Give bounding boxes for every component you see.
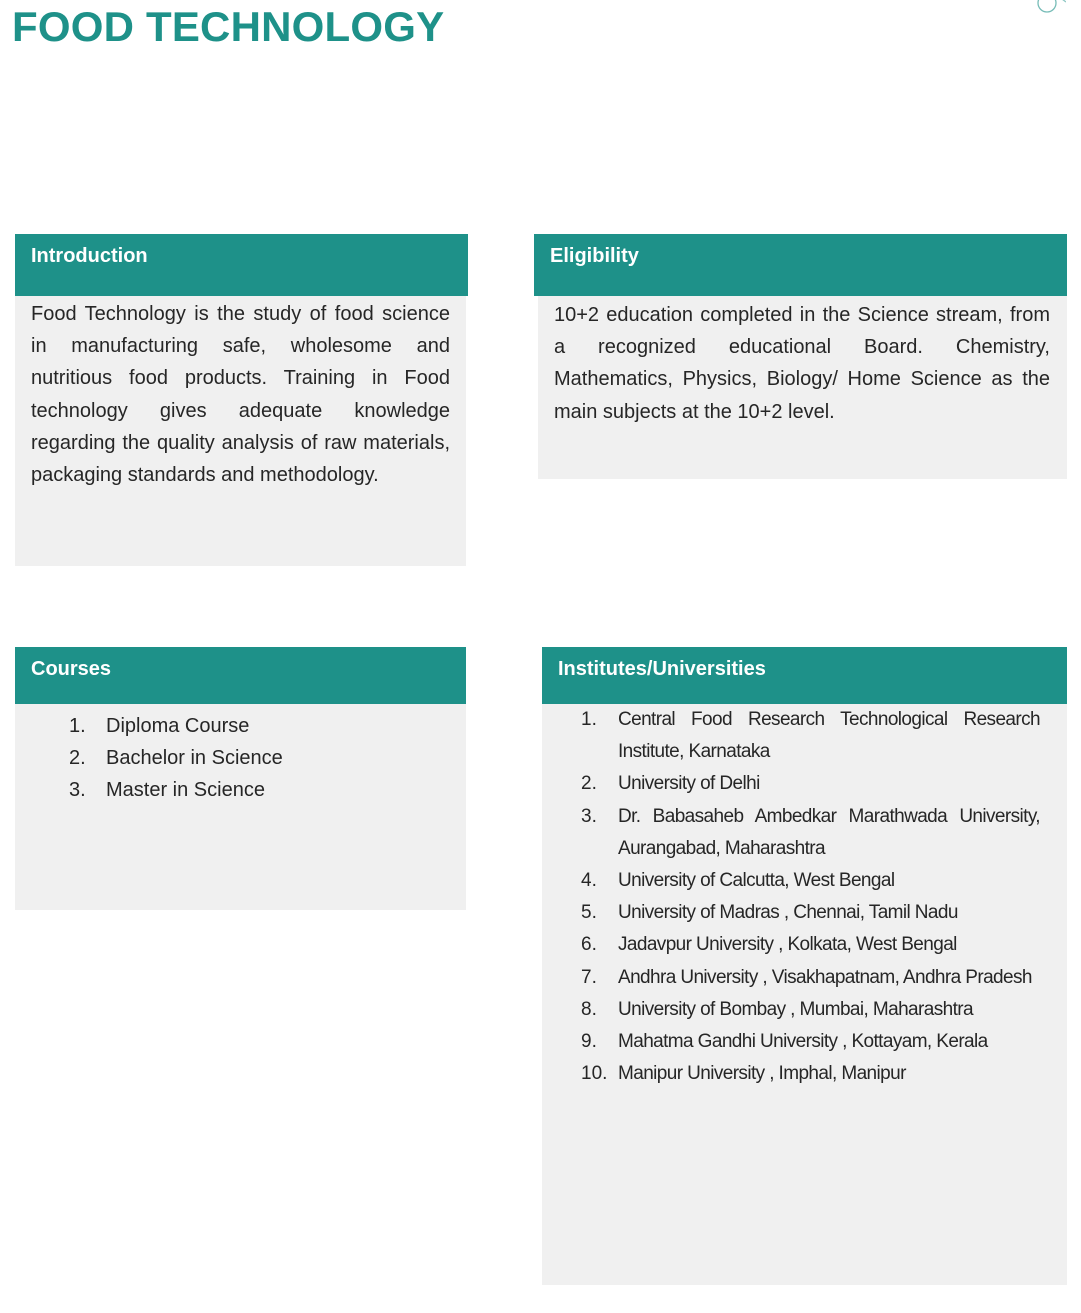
list-number: 8. bbox=[581, 998, 597, 1020]
institute-label: Central Food Research Technological Research Institute, Karnataka bbox=[618, 709, 1040, 763]
institute-label: Manipur University , Imphal, Manipur bbox=[618, 1063, 906, 1085]
institute-label: Jadavpur University , Kolkata, West Bengal bbox=[618, 934, 957, 956]
list-number: 3. bbox=[69, 779, 86, 801]
list-number: 7. bbox=[581, 966, 597, 988]
list-item bbox=[581, 929, 1040, 961]
courses-header bbox=[15, 647, 466, 704]
list-item bbox=[581, 1058, 1040, 1090]
institutes-list bbox=[581, 704, 1040, 1090]
introduction-header bbox=[15, 234, 468, 296]
institutes-heading: Institutes/Universities bbox=[558, 658, 766, 680]
eligibility-header bbox=[534, 234, 1067, 296]
list-item bbox=[581, 994, 1040, 1026]
courses-body bbox=[15, 704, 466, 910]
page-title: FOOD TECHNOLOGY bbox=[12, 3, 445, 50]
list-number: 1. bbox=[69, 715, 86, 737]
institute-label: University of Bombay , Mumbai, Maharashtra bbox=[618, 998, 973, 1020]
list-number: 10. bbox=[581, 1063, 608, 1085]
list-item bbox=[581, 1026, 1040, 1058]
institute-label: University of Delhi bbox=[618, 773, 760, 795]
list-number: 9. bbox=[581, 1031, 597, 1053]
course-label: Bachelor in Science bbox=[106, 747, 283, 769]
introduction-text: Food Technology is the study of food science in manufacturing safe, wholesome and nutritious food products. Training in Food technology gives adequate knowledge regarding the quality analysis of raw materials, packaging standards and methodology. bbox=[31, 303, 450, 487]
list-item bbox=[581, 865, 1040, 897]
institute-label: Mahatma Gandhi University , Kottayam, Kerala bbox=[618, 1031, 988, 1053]
institute-label: Andhra University , Visakhapatnam, Andhra Pradesh bbox=[618, 966, 1032, 988]
list-item bbox=[581, 897, 1040, 929]
list-item bbox=[581, 962, 1040, 994]
list-number: 6. bbox=[581, 934, 597, 956]
list-number: 2. bbox=[69, 747, 86, 769]
list-number: 4. bbox=[581, 870, 597, 892]
eligibility-body bbox=[538, 296, 1067, 479]
eligibility-text: 10+2 education completed in the Science stream, from a recognized educational Board. Chemistry, Mathematics, Physics, Biology/ Home Science as the main subjects at the 10+2 level. bbox=[554, 304, 1050, 423]
institutes-header bbox=[542, 647, 1067, 704]
institute-label: University of Calcutta, West Bengal bbox=[618, 870, 895, 892]
institute-label: University of Madras , Chennai, Tamil Nadu bbox=[618, 902, 958, 924]
list-item bbox=[581, 704, 1040, 768]
list-number: 3. bbox=[581, 805, 597, 827]
list-number: 1. bbox=[581, 709, 597, 730]
eligibility-heading: Eligibility bbox=[550, 245, 639, 267]
course-label: Diploma Course bbox=[106, 715, 250, 737]
list-number: 2. bbox=[581, 773, 597, 795]
introduction-body bbox=[15, 296, 466, 566]
introduction-heading: Introduction bbox=[31, 245, 148, 267]
list-item bbox=[581, 768, 1040, 800]
list-item bbox=[69, 774, 450, 806]
corner-decoration-icon bbox=[1036, 0, 1066, 14]
list-number: 5. bbox=[581, 902, 597, 924]
courses-heading: Courses bbox=[31, 658, 112, 680]
institute-label: Dr. Babasaheb Ambedkar Marathwada University, Aurangabad, Maharashtra bbox=[618, 805, 1040, 859]
course-label: Master in Science bbox=[106, 779, 265, 801]
list-item bbox=[69, 742, 450, 774]
courses-list bbox=[69, 710, 450, 806]
list-item bbox=[581, 801, 1040, 865]
institutes-body bbox=[542, 704, 1067, 1285]
list-item bbox=[69, 710, 450, 742]
